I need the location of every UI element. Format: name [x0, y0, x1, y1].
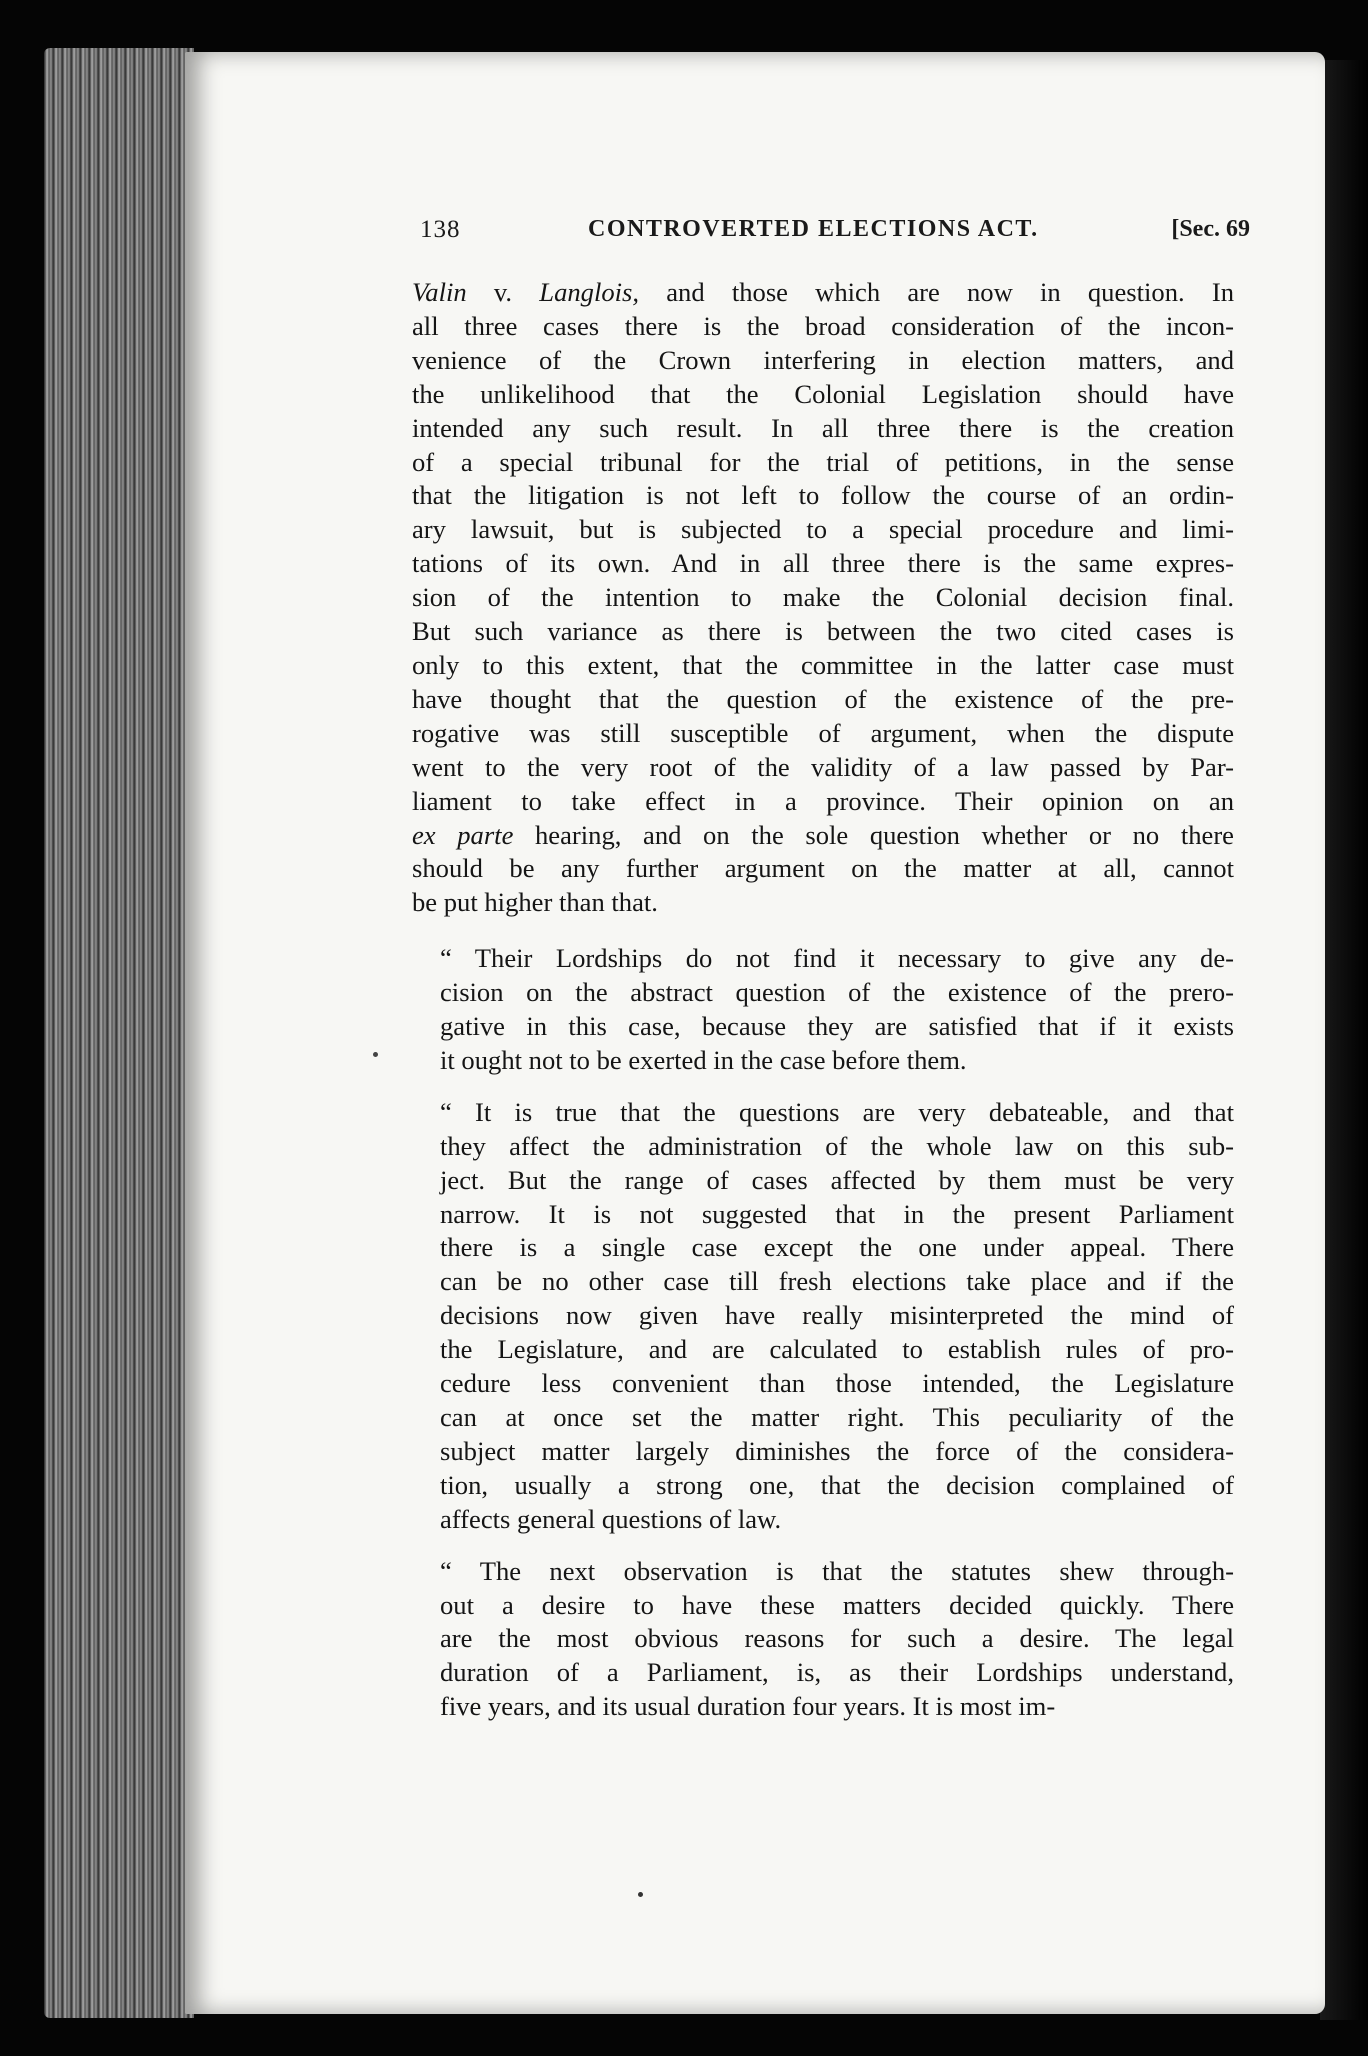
page-speck [638, 1892, 643, 1897]
text-line: only to this extent, that the committee in the latter case must [412, 649, 1234, 680]
paragraph-quote-observation [412, 1555, 1234, 1725]
page-number: 138 [420, 216, 461, 243]
text-line: “ Their Lordships do not find it necessary to give any de- [440, 943, 1234, 974]
text-line: gative in this case, because they are satisfied that if it exists [440, 1011, 1234, 1042]
text-line: have thought that the question of the existence of the pre- [412, 683, 1234, 714]
text-line: of a special tribunal for the trial of petitions, in the sense [412, 446, 1234, 477]
text-line: “ The next observation is that the statutes shew through- [440, 1555, 1234, 1586]
text-line: the unlikelihood that the Colonial Legislation should have [412, 378, 1234, 409]
text-line: went to the very root of the validity of a law passed by Par- [412, 751, 1234, 782]
text-line: subject matter largely diminishes the force of the considera- [440, 1435, 1234, 1466]
text-line: tations of its own. And in all three there is the same expres- [412, 548, 1234, 579]
book-gutter-shadow [1320, 60, 1368, 2020]
paragraph-quote-debateable [412, 1096, 1234, 1537]
italic-text: Valin [412, 277, 467, 307]
text-line: liament to take effect in a province. Their opinion on an [412, 785, 1234, 816]
section-reference: [Sec. 69 [1171, 216, 1250, 242]
text-line: be put higher than that. [412, 887, 658, 918]
italic-text: Langlois, [539, 277, 640, 307]
text-line: intended any such result. In all three there is the creation [412, 412, 1234, 443]
running-header [420, 216, 1250, 256]
text-line: that the litigation is not left to follow the course of an ordin- [412, 480, 1234, 511]
text-line: it ought not to be exerted in the case before them. [440, 1044, 967, 1075]
paragraph-continuation [412, 276, 1234, 920]
text-line: Valin v. Langlois, and those which are now in question. In [412, 277, 1234, 307]
body-text [412, 276, 1234, 1724]
text-line: ary lawsuit, but is subjected to a special procedure and limi- [412, 514, 1234, 545]
book-page-edges [44, 48, 194, 2018]
text-line: they affect the administration of the whole law on this sub- [440, 1130, 1234, 1161]
text-line: narrow. It is not suggested that in the present Parliament [440, 1198, 1234, 1229]
italic-text: ex parte [412, 819, 514, 850]
text-line: ex parte hearing, and on the sole question whether or no there [412, 819, 1234, 850]
text-line: cedure less convenient than those intended, the Legislature [440, 1368, 1234, 1399]
text-line: can at once set the matter right. This peculiarity of the [440, 1402, 1234, 1432]
text-line: decisions now given have really misinterpreted the mind of [440, 1300, 1234, 1331]
text-line: are the most obvious reasons for such a desire. The legal [440, 1623, 1234, 1654]
text-line: “ It is true that the questions are very debateable, and that [440, 1096, 1234, 1127]
text-line: all three cases there is the broad consideration of the incon- [412, 310, 1234, 341]
text-line: sion of the intention to make the Colonial decision final. [412, 582, 1234, 613]
text-line: affects general questions of law. [440, 1503, 782, 1534]
text-line: can be no other case till fresh elections take place and if the [440, 1266, 1234, 1297]
text-line: tion, usually a strong one, that the decision complained of [440, 1469, 1234, 1500]
text-line: out a desire to have these matters decided quickly. There [440, 1589, 1234, 1620]
text-line: duration of a Parliament, is, as their Lordships understand, [440, 1657, 1234, 1688]
paragraph-quote-prerogative [412, 942, 1234, 1078]
text-line: the Legislature, and are calculated to establish rules of pro- [440, 1334, 1234, 1365]
text-line: rogative was still susceptible of argument, when the dispute [412, 717, 1234, 748]
text-line: there is a single case except the one under appeal. There [440, 1232, 1234, 1263]
text-line: five years, and its usual duration four years. It is most im- [440, 1691, 1056, 1722]
text-line: But such variance as there is between the two cited cases is [412, 616, 1234, 647]
text-line: venience of the Crown interfering in election matters, and [412, 344, 1234, 375]
running-title: CONTROVERTED ELECTIONS ACT. [588, 216, 1039, 242]
text-line: should be any further argument on the matter at all, cannot [412, 853, 1234, 884]
text-line: cision on the abstract question of the existence of the prero- [440, 977, 1234, 1008]
margin-mark [373, 1052, 378, 1057]
text-line: ject. But the range of cases affected by them must be very [440, 1164, 1234, 1195]
